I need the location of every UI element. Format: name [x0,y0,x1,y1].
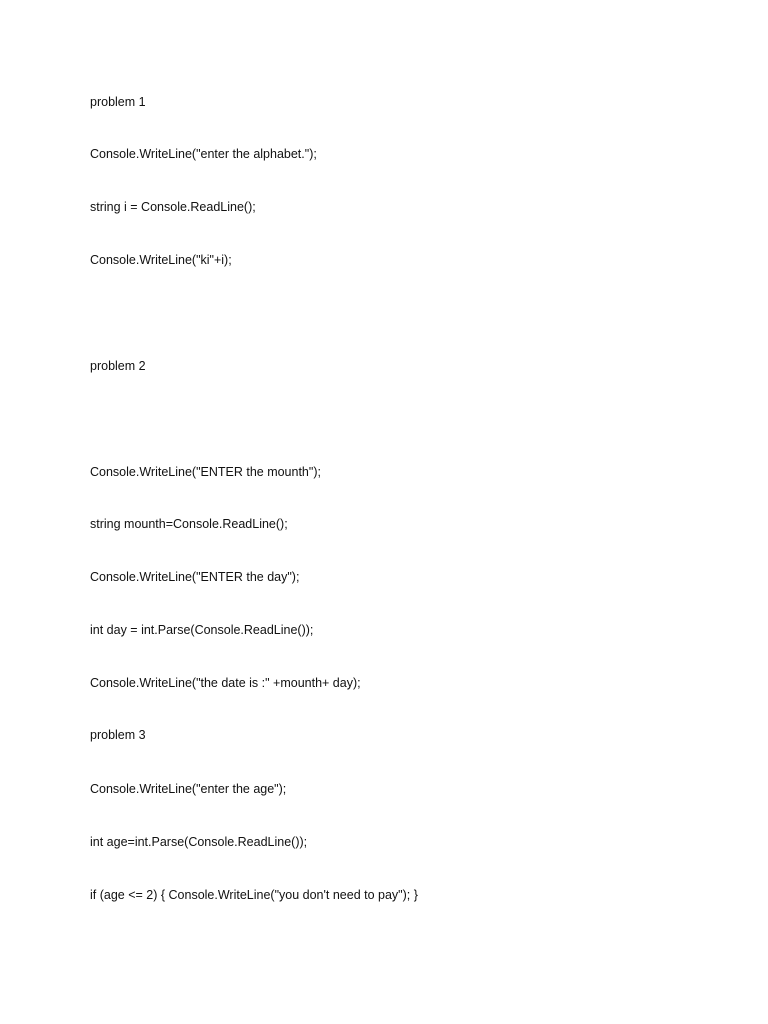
code-line: Console.WriteLine("ENTER the mounth"); [90,465,321,479]
code-line: Console.WriteLine("ki"+i); [90,253,232,267]
code-line: Console.WriteLine("ENTER the day"); [90,570,300,584]
code-line: Console.WriteLine("enter the age"); [90,782,287,796]
code-line: int age=int.Parse(Console.ReadLine()); [90,835,308,849]
code-line: Console.WriteLine("the date is :" +mounth+ day); [90,676,361,690]
problem-2-heading: problem 2 [90,359,146,373]
code-line: int day = int.Parse(Console.ReadLine()); [90,623,314,637]
code-line: if (age <= 2) { Console.WriteLine("you don't need to pay"); } [90,888,418,902]
problem-1-heading: problem 1 [90,95,146,109]
problem-3-heading: problem 3 [90,728,146,742]
code-line: string i = Console.ReadLine(); [90,200,256,214]
code-line: string mounth=Console.ReadLine(); [90,517,288,531]
code-line: Console.WriteLine("enter the alphabet."); [90,147,317,161]
